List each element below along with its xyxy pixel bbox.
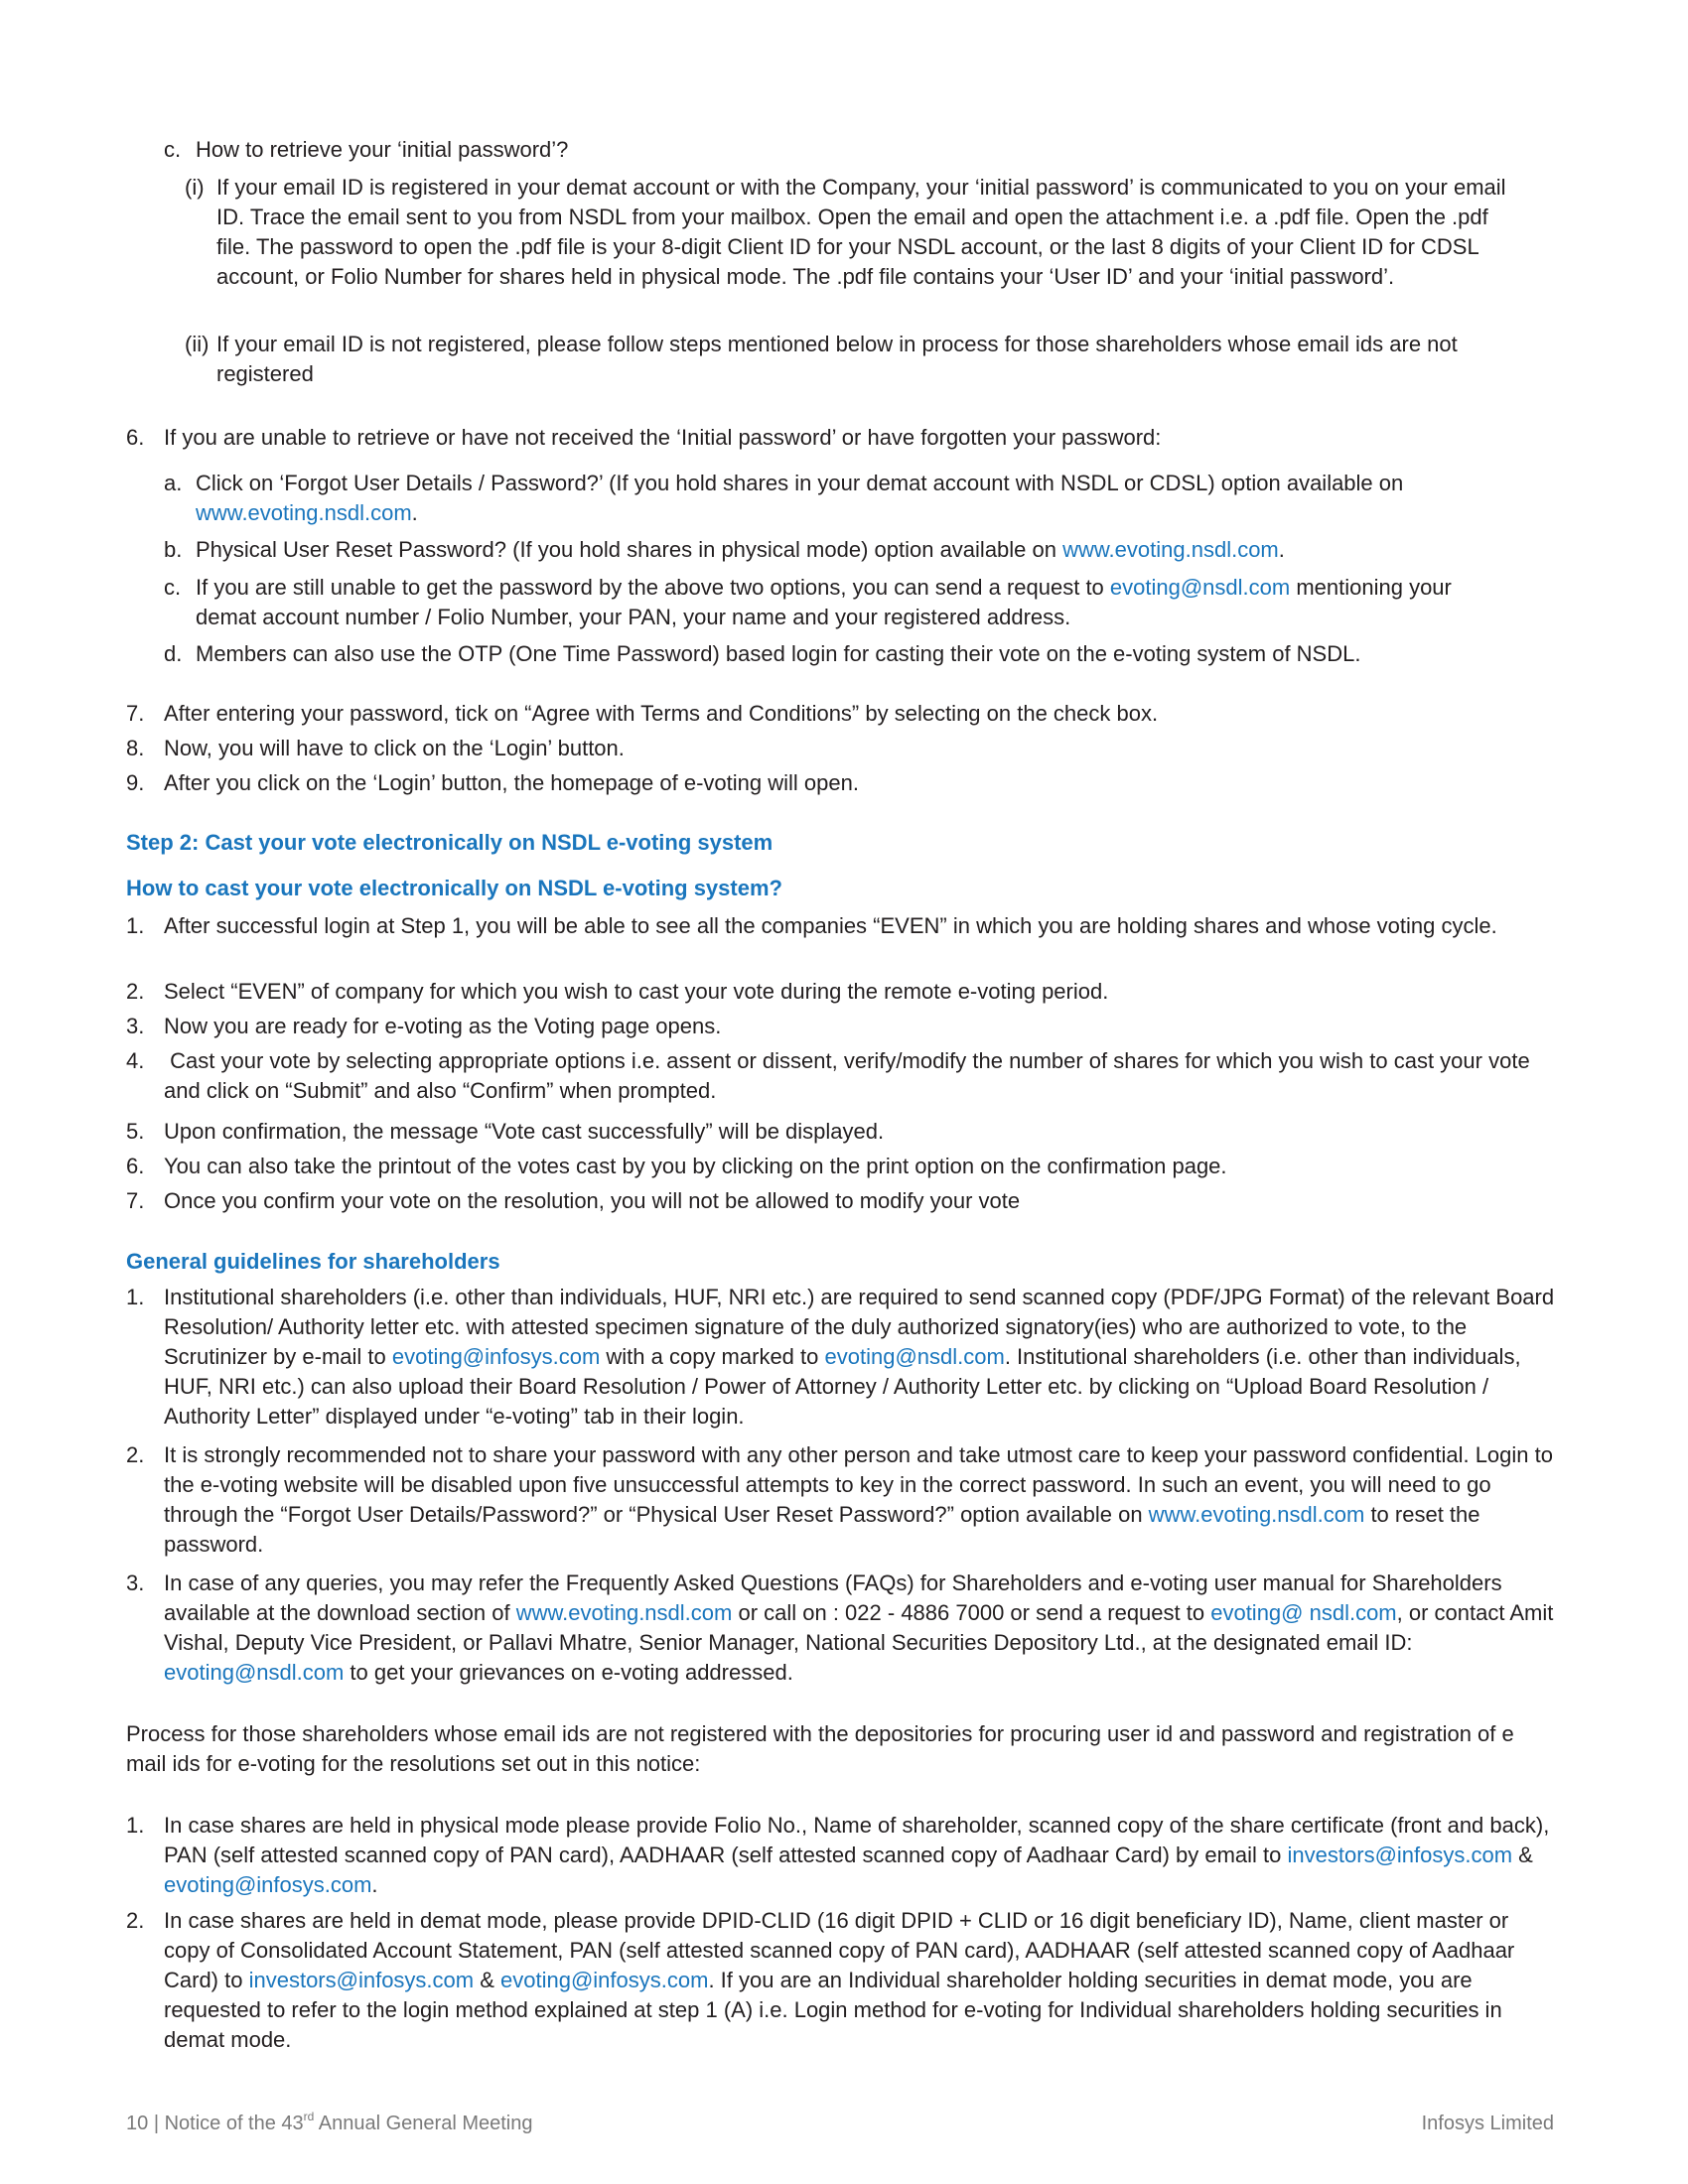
list-item-text: It is strongly recommended not to share your password with any other person and take utmost care to keep your password confidential. Login to the e-voting website will be disabled upon five unsuccessful attempts to key in the correct password. In such an event, you will need to go through the “Forgot User Details/Password?” or “Physical User Reset Password?” option available on www.evoting.nsdl.com to reset the password. [164,1442,1553,1557]
list-label: 4. [126,1048,145,1073]
list-item-6b [164,535,1494,565]
list-item-text: After successful login at Step 1, you will be able to see all the companies “EVEN” in which you are holding shares and whose voting cycle. [164,913,1497,938]
list-item-text: After entering your password, tick on “Agree with Terms and Conditions” by selecting on the check box. [164,701,1159,726]
guidelines-heading: General guidelines for shareholders [126,1249,500,1274]
list-item-text: Now, you will have to click on the ‘Login’ button. [164,736,625,760]
list-label: 2. [126,1442,145,1467]
list-label: d. [164,641,183,666]
step2-item-3 [126,1012,1556,1041]
list-label: 2. [126,979,145,1004]
evoting-link[interactable]: www.evoting.nsdl.com [1062,537,1279,562]
list-label: 5. [126,1119,145,1144]
list-label: 7. [126,1188,145,1213]
list-label: c. [164,137,182,162]
email-link[interactable]: evoting@nsdl.com [164,1660,345,1685]
page-number: 10 [126,2113,149,2134]
list-item-text: In case shares are held in demat mode, please provide DPID-CLID (16 digit DPID + CLID or 16 digit beneficiary ID), Name, client master or copy of Consolidated Account Statement, PAN (self attested scanned copy of PAN card), AADHAAR (self attested scanned copy of Aadhaar Card) to investors@infosys.com & evoting@infosys.com. If you are an Individual shareholder holding securities in demat mode, you are requested to refer to the login method explained at step 1 (A) i.e. Login method for e-voting for Individual shareholders holding securities in demat mode. [164,1908,1515,2052]
list-label: b. [164,537,183,562]
email-link[interactable]: evoting@infosys.com [500,1968,709,1992]
footer-left [126,2109,533,2138]
section-c-item-i [185,173,1515,322]
list-item-6d [164,639,1494,669]
list-item-text: After you click on the ‘Login’ button, the homepage of e-voting will open. [164,770,859,795]
footer-notice: Notice of the 43rd Annual General Meeting [164,2110,533,2134]
list-label: (ii) [185,332,210,356]
email-link[interactable]: investors@infosys.com [248,1968,475,1992]
list-label: 1. [126,1813,145,1838]
list-label: c. [164,575,182,600]
step2-item-7 [126,1186,1556,1216]
step2-heading: Step 2: Cast your vote electronically on NSDL e-voting system [126,830,774,855]
list-label: 2. [126,1908,145,1933]
step2-item-1 [126,911,1556,971]
email-link[interactable]: evoting@ nsdl.com [1210,1600,1397,1625]
footer-separator: | [153,2113,160,2134]
list-item-text: If you are still unable to get the password by the above two options, you can send a request to evoting@nsdl.com mentioning your demat account number / Folio Number, your PAN, your name and your registered address. [196,575,1452,629]
list-label: 1. [126,913,145,938]
step2-item-2 [126,977,1556,1007]
email-link[interactable]: evoting@nsdl.com [1109,575,1291,600]
step2-subheading: How to cast your vote electronically on NSDL e-voting system? [126,876,782,900]
guideline-1 [126,1283,1556,1432]
list-item-text: If your email ID is registered in your demat account or with the Company, your ‘initial password’ is communicated to you on your email ID. Trace the email sent to you from NSDL from your mailbox. Open the email and open the attachment i.e. a .pdf file. Open the .pdf file. The password to open the .pdf file is your 8-digit Client ID for your NSDL account, or the last 8 digits of your Client ID for CDSL account, or Folio Number for shares held in physical mode. The .pdf file contains your ‘User ID’ and your ‘initial password’. [216,175,1506,289]
section-c-title: How to retrieve your ‘initial password’? [196,137,569,162]
guideline-2 [126,1440,1556,1560]
list-item-6a [164,469,1494,528]
list-label: 7. [126,701,145,726]
list-label: (i) [185,175,205,200]
list-item-text: Cast your vote by selecting appropriate options i.e. assent or dissent, verify/modify the number of shares for which you wish to cast your vote and click on “Submit” and also “Confirm” when prompted. [164,1048,1536,1103]
list-label: 6. [126,1154,145,1178]
email-link[interactable]: evoting@nsdl.com [824,1344,1005,1369]
process-intro: Process for those shareholders whose email ids are not registered with the depositories for procuring user id and password and registration of e mail ids for e-voting for the resolutions set out in this notice: [126,1721,1514,1776]
email-link[interactable]: evoting@infosys.com [391,1344,601,1369]
email-link[interactable]: evoting@infosys.com [164,1872,372,1897]
list-item-8 [126,734,1556,763]
email-link[interactable]: investors@infosys.com [1287,1843,1513,1867]
list-item-6 [126,423,1556,453]
list-label: 3. [126,1014,145,1038]
list-label: 3. [126,1570,145,1595]
step2-item-4 [126,1046,1556,1106]
list-item-text: Once you confirm your vote on the resolution, you will not be allowed to modify your vote [164,1188,1021,1213]
list-item-text: If you are unable to retrieve or have not received the ‘Initial password’ or have forgotten your password: [164,425,1162,450]
step2-item-6 [126,1152,1556,1181]
list-label: 6. [126,425,145,450]
evoting-link[interactable]: www.evoting.nsdl.com [1148,1502,1365,1527]
list-item-text: If your email ID is not registered, please follow steps mentioned below in process for those shareholders whose email ids are not registered [216,332,1458,386]
list-item-text: In case of any queries, you may refer the Frequently Asked Questions (FAQs) for Shareholders and e-voting user manual for Shareholders available at the download section of www.evoting.nsdl.com or call on : 022 - 4886 7000 or send a request to evoting@ nsdl.com, or contact Amit Vishal, Deputy Vice President, or Pallavi Mhatre, Senior Manager, National Securities Depository Ltd., at the designated email ID: evoting@nsdl.com to get your grievances on e-voting addressed. [164,1570,1554,1685]
list-item-7 [126,699,1556,729]
list-label: a. [164,471,183,495]
list-item-text: In case shares are held in physical mode please provide Folio No., Name of shareholder, scanned copy of the share certificate (front and back), PAN (self attested scanned copy of PAN card), AADHAAR (self attested scanned copy of Aadhaar Card) by email to investors@infosys.com & evoting@infosys.com. [164,1813,1550,1897]
list-label: 1. [126,1285,145,1309]
list-item-text: Institutional shareholders (i.e. other than individuals, HUF, NRI etc.) are required to send scanned copy (PDF/JPG Format) of the relevant Board Resolution/ Authority letter etc. with attested specimen signature of the duly authorized signatory(ies) who are authorized to vote, to the Scrutinizer by e-mail to evoting@infosys.com with a copy marked to evoting@nsdl.com. Institutional shareholders (i.e. other than individuals, HUF, NRI etc.) can also upload their Board Resolution / Power of Attorney / Authority Letter etc. by clicking on “Upload Board Resolution / Authority Letter” displayed under “e-voting” tab in their login. [164,1285,1555,1429]
list-item-text: You can also take the printout of the votes cast by you by clicking on the print option on the confirmation page. [164,1154,1227,1178]
list-item-text: Now you are ready for e-voting as the Voting page opens. [164,1014,722,1038]
step2-item-5 [126,1117,1556,1147]
list-item-text: Physical User Reset Password? (If you hold shares in physical mode) option available on www.evoting.nsdl.com. [196,537,1285,562]
section-c [164,135,1554,165]
section-c-item-ii [185,330,1476,389]
footer-company: Infosys Limited [1421,2113,1554,2134]
guideline-3 [126,1569,1556,1688]
list-item-text: Upon confirmation, the message “Vote cast successfully” will be displayed. [164,1119,885,1144]
evoting-link[interactable]: www.evoting.nsdl.com [515,1600,733,1625]
list-item-6c [164,573,1514,632]
list-label: 8. [126,736,145,760]
process-item-1 [126,1811,1556,1900]
list-item-9 [126,768,1556,798]
list-label: 9. [126,770,145,795]
evoting-link[interactable]: www.evoting.nsdl.com [196,500,412,525]
list-item-text: Click on ‘Forgot User Details / Password?’ (If you hold shares in your demat account with NSDL or CDSL) option available on www.evoting.nsdl.com. [196,471,1404,525]
list-item-text: Members can also use the OTP (One Time Password) based login for casting their vote on the e-voting system of NSDL. [196,641,1361,666]
process-item-2 [126,1906,1556,2055]
list-item-text: Select “EVEN” of company for which you wish to cast your vote during the remote e-voting period. [164,979,1109,1004]
